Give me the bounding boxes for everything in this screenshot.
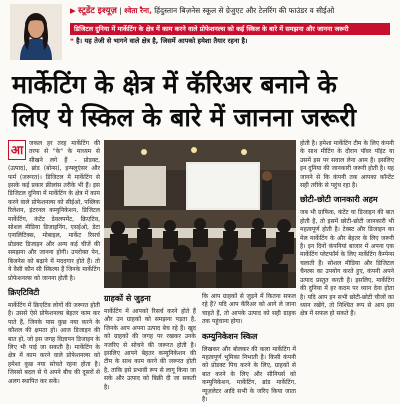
seminar-photo (104, 140, 296, 288)
article-header (0, 0, 400, 66)
col3-paragraph-1: कि आप ग्राहकों से जुड़ने में कितना सफल रहे हैं? यदि आप कॅरिअर को आगे ले जाना चाहते हैं, तो आपके उत्पाद को सही ग्राहक तक पहुंचाना होगा। (202, 293, 296, 326)
col2-subhead: ग्राहकों से जुड़ना (104, 294, 151, 303)
arrow-icon: ▶ (70, 6, 76, 15)
tagline-text: है। यह तेजी से भागने वाले क्षेत्र है, जिसमें आपको हमेशा तैयार रहना है। (76, 37, 248, 45)
col1-paragraph-2: मार्केटिंग में क्रिएटिव लोगों की जरूरत होती है। उससे ऐसे प्रोफेशनल्स बेहतर काम कर पाते हैं, जिनके पास कुछ नया करने के कौशल की क्षमता हो। आज डिजाइन की बात हो, जो इस जगह विज्ञापन डिजाइन के लिए भी पाई जा सकती है। मार्केटिंग के क्षेत्र में काम करने वाले प्रोफेशनल्स को हमेशा कुछ नया सोचते रहना होता है। जिससे बदल से ये अपने बीच की दूसरों से अलग स्थापित कर सकें। (8, 301, 100, 385)
col4-paragraph-2: जब भी ग्राफिक, कंटेंट या डिजाइन की बात होती है, तो इसमें छोटी-छोटी जानकारी भी महत्वपूर्ण होती है। टेक्स्ट और डिजाइन का मेल मार्केटिंग के और बेहतर के लिए जरूरी है। इन दिनों कंपनियां बाजार में अपना एक मार्केटिंग प्लेटफॉर्म के लिए मार्केटिंग कैम्पेन्स चलाती हैं। सोशल मीडिया और डिजिटल चैनल्स का उपयोग करते हुए, कंपनी अपने उत्पाद प्रस्तुत करती है। इसलिए, मार्केटिंग की दुनिया में हर कदम पर ध्यान देना होता है। यदि आप इन सभी छोटी-छोटी चीजों का ध्यान रखेंगे, तो निश्चित रूप से आप इस क्षेत्र में सफल हो सकते हैं। (300, 209, 394, 318)
summary-tagline (70, 37, 395, 46)
quote-mark: ❝ (70, 37, 77, 45)
col1-subhead: क्रिएटिविटी (8, 287, 40, 297)
col4-subhead: छोटी-छोटी जानकारी अहम (300, 195, 378, 205)
col3-subhead: कम्युनिकेशन स्किल (202, 331, 258, 341)
headline-line-1: मार्केटिंग के क्षेत्र में कॅरिअर बनाने के (12, 70, 337, 99)
col3-paragraph-2: लिखकर और बोलकर की कला मार्केटिंग में महत्वपूर्ण भूमिका निभाती है। किसी कंपनी को प्रोडक्ट पिच करने के लिए, ग्राहकों से बात करने के लिए और सीनियर्स को कम्युनिकेशन, मार्केटिंग, ब्रांड मार्केटिंग, न्यूज़लेटर आदि सभी के जरिए किया जाता है। (202, 345, 296, 404)
column-1 (8, 140, 100, 396)
seminar-room-photo-icon (104, 140, 296, 288)
column-2 (104, 293, 196, 396)
dropcap: आ (8, 140, 26, 160)
col1-paragraph-1: जकल हर तरह मार्केटिंग की तरफ से "के" के माध्यम से सीखने लगे हैं - प्रोडक्ट, (उत्पाद), ब्रांड (बोन्स), इन्फ्लुएंसर और फर्म (जरूरत)। डिजिटल में मार्केटिंग से इसके कई प्रकार फ्रीलांस तरीके भी हैं। इस डिजिटल दुनिया में मार्केटिंग के क्षेत्र में काम करने वाले प्रोफेशनल्स को सीईओ, पब्लिक रिलेशन, इंटरनल कम्युनिकेशन, डिजिटल मार्केटिंग, कंटेंट डेवलपमेंट, क्रिएटिव, सोशल मीडिया डिजाइनिंग, एसईओ, डेटा एनालिटिक्स, मोबाइल, मार्केट रिसर्च प्रोडक्ट डिजाइन और अन्य कई चीजें की समझना और जानना होगी। उपरोक्त पेन, बिजनेस को बढ़ाने में मददगार होते हैं। तो ये वैसी कौन सी स्किल्स हैं जिनके मार्केटिंग प्रोफेशनल्स को जानना होती है। (8, 140, 100, 282)
col4-paragraph-1: होती है। हमेशा मार्केटिंग टीम के लिए कंपनी के साथ मीटिंग के दौरान पॉवर पॉइंट या उसमें इस पर सवाल लेना आम है। इसलिए इन दुनिया की जानकारी जरूरी होती है। यह जानने से कि कंपनी तक आपका कॉन्टेंट सही तरीके से पहुंच रहा है। (300, 140, 394, 190)
section-brand: स्टूडेंट इश्यूज़ (78, 6, 117, 16)
author-portrait-icon (10, 4, 62, 60)
author-name: श्वेता रैना, (124, 6, 152, 15)
separator: | (119, 6, 125, 15)
headline-line-2: लिए ये स्किल के बारे में जानना जरूरी (12, 103, 357, 132)
byline (70, 6, 395, 16)
author-credit: हिंदुस्तान बिज़नेस स्कूल से ग्रेजुएट और टेलरिंग की फाउंडर व सीईओ (154, 6, 335, 15)
column-4 (300, 140, 394, 396)
col2-paragraph: मार्केटिंग में आपको रिसर्च करने होते हैं और उन ग्राहकों को समझना पड़ता है, जिनके आप अपना उत्पाद बेच रहे हैं। खुद को ग्राहकों की जगह पर रखकर उनके नजरिए से सोचने की जरूरत होती है। इसलिए आपने बेहतर कम्युनिकेशन की टीम के साथ काम करने की जरूरत होती है, ताकि इसे प्रभावी रूप से लागू किया जा सके और उत्पाद को बिक्री दी जा सकती है। (104, 308, 196, 391)
author-avatar (10, 4, 62, 60)
column-3 (202, 293, 296, 404)
summary-banner: डिजिटल दुनिया में मार्केटिंग के क्षेत्र में काम करने वाले प्रोफेशनल्स को कई स्किल के बारे में समझना और जानना जरूरी (70, 23, 390, 35)
article-headline (12, 68, 396, 134)
